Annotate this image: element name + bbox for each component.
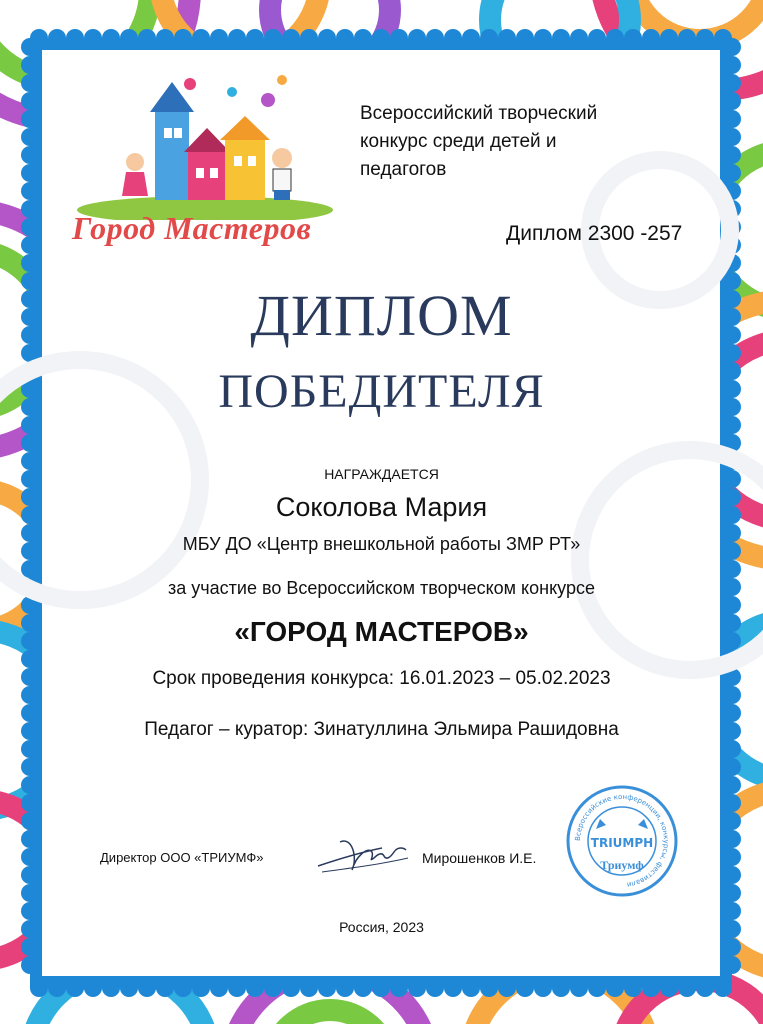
stamp-center-text: TRIUMPH [590, 836, 654, 850]
contest-name: «ГОРОД МАСТЕРОВ» [234, 616, 529, 647]
curator: Педагог – куратор: Зинатуллина Эльмира Рашидовна [144, 719, 619, 740]
participation-text: за участие во Всероссийском творческом конкурсе [168, 578, 595, 598]
diploma-title: ДИПЛОМ [250, 283, 513, 348]
logo-text: Город Мастеров [72, 210, 312, 246]
contest-period: Срок проведения конкурса: 16.01.2023 – 05.02.2023 [152, 668, 611, 689]
logo [60, 70, 350, 260]
stamp-ring-text: Всероссийские конференции, конкурсы, фестивали [573, 792, 671, 889]
stamp-seal [566, 785, 678, 897]
contest-description-line2: конкурс среди детей и [360, 131, 557, 152]
place-year: Россия, 2023 [339, 919, 424, 935]
director-name: Мирошенков И.Е. [422, 850, 537, 866]
stamp [566, 785, 678, 897]
logo-illustration [60, 70, 350, 220]
contest-description-line1: Всероссийский творческий [360, 103, 598, 124]
diploma-number: Диплом 2300 -257 [506, 222, 683, 245]
recipient-name: Соколова Мария [275, 492, 488, 522]
signature [312, 828, 412, 878]
stamp-bottom-text: Триумф [600, 858, 644, 872]
diploma-subtitle: ПОБЕДИТЕЛЯ [218, 365, 545, 418]
director-label: Директор ООО «ТРИУМФ» [100, 850, 264, 865]
contest-description-line3: педагогов [360, 159, 447, 180]
organization: МБУ ДО «Центр внешкольной работы ЗМР РТ» [182, 534, 581, 554]
awarded-label: НАГРАЖДАЕТСЯ [324, 466, 439, 482]
